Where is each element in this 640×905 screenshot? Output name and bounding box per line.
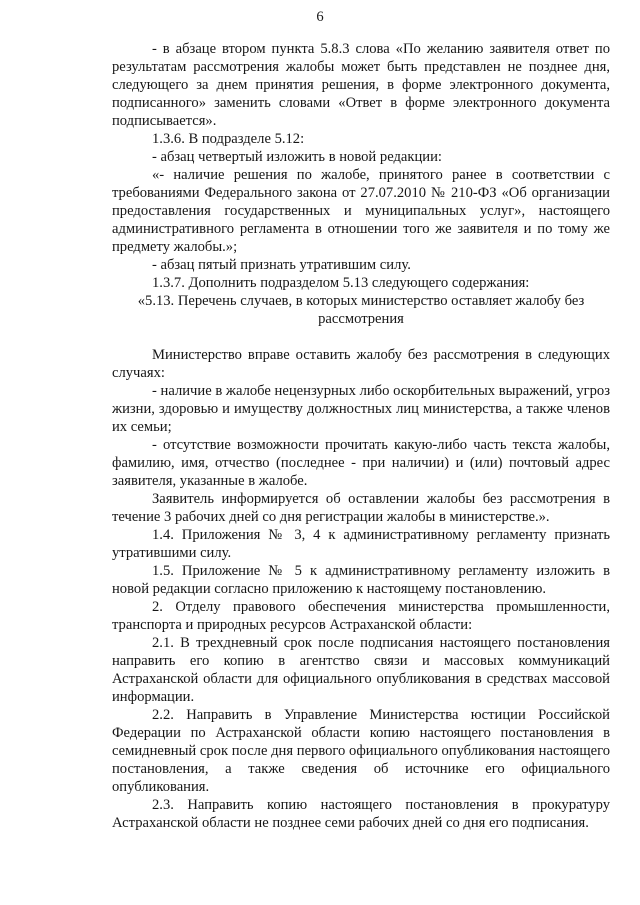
- page-number: 6: [316, 9, 324, 25]
- paragraph: 2. Отделу правового обеспечения министерства промышленности, транспорта и природных ресурсов Астраханской области:: [112, 599, 610, 633]
- paragraph: 1.5. Приложение № 5 к административному регламенту изложить в новой редакции согласно приложению к настоящему постановлению.: [112, 563, 610, 597]
- paragraph: Министерство вправе оставить жалобу без рассмотрения в следующих случаях:: [112, 347, 610, 381]
- paragraph: 2.1. В трехдневный срок после подписания настоящего постановления направить его копию в агентство связи и массовых коммуникаций Астраханской области для официального опубликования в средствах массовой информации.: [112, 635, 610, 705]
- paragraph: «- наличие решения по жалобе, принятого ранее в соответствии с требованиями Федерального закона от 27.07.2010 № 210-ФЗ «Об организации предоставления государственных и муниципальных услуг», настоящего административного регламента в отношении того же заявителя и по тому же предмету жалобы.»;: [112, 167, 610, 255]
- paragraph: - наличие в жалобе нецензурных либо оскорбительных выражений, угроз жизни, здоровью и имуществу должностных лиц министерства, а также членов их семьи;: [112, 383, 610, 435]
- paragraph: - отсутствие возможности прочитать какую-либо часть текста жалобы, фамилию, имя, отчество (последнее - при наличии) и (или) почтовый адрес заявителя, указанные в жалобе.: [112, 437, 610, 489]
- paragraph: 1.3.7. Дополнить подразделом 5.13 следующего содержания:: [152, 275, 530, 291]
- paragraph: - абзац пятый признать утратившим силу.: [152, 257, 411, 273]
- paragraph: 2.3. Направить копию настоящего постановления в прокуратуру Астраханской области не позднее семи рабочих дней со дня его подписания.: [112, 797, 610, 831]
- paragraph: - в абзаце втором пункта 5.8.3 слова «По желанию заявителя ответ по результатам рассмотрения жалобы может быть представлен не позднее дня, следующего за днем принятия решения, в форме электронного документа, подписанного» заменить словами «Ответ в форме электронного документа подписывается».: [112, 41, 610, 129]
- paragraph: 1.3.6. В подразделе 5.12:: [152, 131, 305, 147]
- paragraph: - абзац четвертый изложить в новой редакции:: [152, 149, 442, 165]
- paragraph: 2.2. Направить в Управление Министерства юстиции Российской Федерации по Астраханской области копию настоящего постановления в семидневный срок после дня первого официального опубликования настоящего постановления, а также сведения об источнике его официального опубликования.: [112, 707, 610, 795]
- paragraph: Заявитель информируется об оставлении жалобы без рассмотрения в течение 3 рабочих дней со дня регистрации жалобы в министерстве.».: [112, 491, 610, 525]
- paragraph: 1.4. Приложения № 3, 4 к административному регламенту признать утратившими силу.: [112, 527, 610, 561]
- section-heading: «5.13. Перечень случаев, в которых министерство оставляет жалобу без рассмотрения: [137, 293, 585, 327]
- blank-line: [112, 328, 610, 346]
- document-body: [112, 40, 610, 832]
